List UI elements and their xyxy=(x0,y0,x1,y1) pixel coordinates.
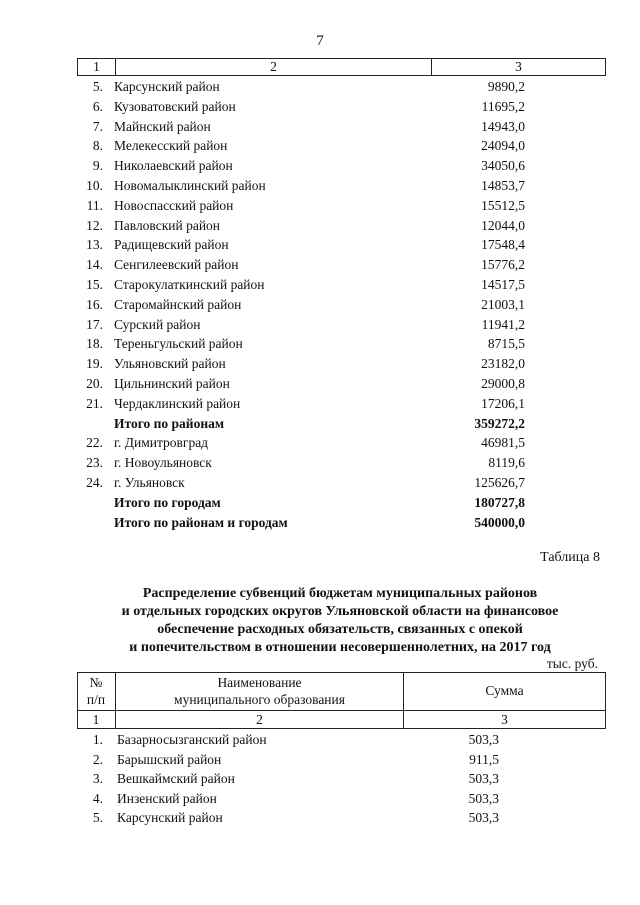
table8-title-line: Распределение субвенций бюджетам муниципальных районов xyxy=(142,586,538,601)
table1-header-col3: 3 xyxy=(515,59,522,74)
table1-header-col2: 2 xyxy=(116,59,432,75)
row-num: 14. xyxy=(86,257,103,273)
row-name: Павловский район xyxy=(114,217,221,233)
row-num: 12. xyxy=(86,217,103,233)
row-name: г. Ульяновск xyxy=(114,475,185,490)
header-sum-cell: Сумма xyxy=(485,683,524,698)
index-col2: 2 xyxy=(256,712,263,727)
row-name: Карсунский район xyxy=(117,810,223,826)
table-row xyxy=(0,334,640,354)
header-num-cell xyxy=(77,674,115,708)
row-num: 22. xyxy=(86,435,103,451)
row-name: Старомайнский район xyxy=(114,296,242,312)
page-number: 7 xyxy=(316,33,324,49)
table-row xyxy=(0,295,640,315)
row-sum: 17548,4 xyxy=(481,237,525,253)
table8-title-line: и отдельных городских округов Ульяновской области на финансовое xyxy=(121,604,559,619)
table-border xyxy=(77,728,606,729)
row-num: 24. xyxy=(86,475,103,490)
row-sum: 15776,2 xyxy=(481,257,525,273)
row-name: Чердаклинский район xyxy=(114,395,241,411)
table-row xyxy=(0,255,640,275)
row-sum: 9890,2 xyxy=(487,79,525,94)
row-num: 5. xyxy=(92,79,103,94)
row-sum: 503,3 xyxy=(468,732,499,747)
table-row xyxy=(0,473,640,493)
row-name: Ульяновский район xyxy=(114,356,226,372)
row-name: Новомалыклинский район xyxy=(114,178,266,193)
row-sum: 503,3 xyxy=(468,810,499,826)
row-name: Старокулаткинский район xyxy=(114,277,265,292)
row-name: Сурский район xyxy=(114,316,201,332)
row-name: Кузоватовский район xyxy=(114,98,236,114)
row-name: Итого по городам xyxy=(114,494,221,510)
table8-header xyxy=(77,672,606,729)
row-name: г. Димитровград xyxy=(114,435,209,451)
row-sum: 11695,2 xyxy=(481,98,525,114)
row-sum: 29000,8 xyxy=(481,376,525,391)
row-name: г. Новоульяновск xyxy=(114,455,212,471)
table1-header xyxy=(77,58,606,76)
table-row xyxy=(0,769,640,789)
row-sum: 14853,7 xyxy=(481,178,525,193)
table-row xyxy=(0,136,640,156)
table-row xyxy=(0,354,640,374)
header-name-line1: Наименование xyxy=(217,675,302,690)
row-num: 21. xyxy=(86,395,103,411)
row-sum: 8715,5 xyxy=(487,336,525,352)
row-name: Николаевский район xyxy=(114,158,233,174)
row-name: Базарносызганский район xyxy=(117,732,267,747)
table-border xyxy=(77,672,606,673)
table-row xyxy=(0,433,640,453)
table-row xyxy=(0,77,640,97)
table-row xyxy=(0,97,640,117)
table8-title xyxy=(60,585,620,657)
table-row xyxy=(0,750,640,770)
row-name: Вешкаймский район xyxy=(117,771,235,787)
row-num: 11. xyxy=(86,197,103,213)
table8-caption: Таблица 8 xyxy=(540,550,600,565)
row-sum: 34050,6 xyxy=(481,158,525,174)
row-num: 4. xyxy=(92,790,103,806)
table-row xyxy=(0,414,640,434)
row-num: 6. xyxy=(92,98,103,114)
row-num: 17. xyxy=(86,316,103,332)
row-sum: 503,3 xyxy=(468,771,499,787)
row-num: 5. xyxy=(92,810,103,826)
table-row xyxy=(0,275,640,295)
table-row xyxy=(0,196,640,216)
index-col1: 1 xyxy=(92,712,100,727)
row-num: 16. xyxy=(86,296,103,312)
row-num: 18. xyxy=(86,336,103,352)
row-sum: 8119,6 xyxy=(488,455,525,471)
header-num-line1: № xyxy=(89,675,103,690)
row-sum: 14517,5 xyxy=(481,277,525,292)
table-row xyxy=(0,176,640,196)
row-name: Радищевский район xyxy=(114,237,229,253)
row-num: 10. xyxy=(86,178,103,193)
row-sum: 23182,0 xyxy=(481,356,525,372)
row-name: Карсунский район xyxy=(114,79,220,94)
table-row xyxy=(0,216,640,236)
table-row xyxy=(0,394,640,414)
row-name: Инзенский район xyxy=(117,790,217,806)
row-sum: 540000,0 xyxy=(474,514,525,530)
row-name: Тереньгульский район xyxy=(114,336,243,352)
table-row xyxy=(0,315,640,335)
table-row xyxy=(0,235,640,255)
row-num: 9. xyxy=(92,158,103,174)
units-label: тыс. руб. xyxy=(546,656,598,671)
row-num: 1. xyxy=(92,732,103,747)
index-col3: 3 xyxy=(501,712,508,727)
header-name-cell xyxy=(116,674,403,708)
row-sum: 503,3 xyxy=(468,790,499,806)
row-num: 2. xyxy=(92,751,103,767)
row-sum: 14943,0 xyxy=(481,118,525,134)
row-sum: 46981,5 xyxy=(481,435,525,451)
row-sum: 12044,0 xyxy=(481,217,525,233)
table8-title-line: и попечительством в отношении несовершеннолетних, на 2017 год xyxy=(129,640,551,655)
row-name: Мелекесский район xyxy=(114,138,228,154)
table-row xyxy=(0,493,640,513)
row-name: Сенгилеевский район xyxy=(114,257,239,273)
table-row xyxy=(0,808,640,828)
row-sum: 11941,2 xyxy=(481,316,525,332)
table1-header-col1: 1 xyxy=(78,59,116,75)
row-sum: 180727,8 xyxy=(474,494,525,510)
table-row xyxy=(0,374,640,394)
row-sum: 17206,1 xyxy=(481,395,525,411)
row-sum: 21003,1 xyxy=(481,296,525,312)
table-row xyxy=(0,789,640,809)
table-row xyxy=(0,730,640,750)
header-num-line2: п/п xyxy=(86,692,106,707)
row-name: Итого по районам и городам xyxy=(114,514,288,530)
row-sum: 125626,7 xyxy=(474,475,525,490)
row-name: Барышский район xyxy=(117,751,222,767)
table-row xyxy=(0,156,640,176)
row-num: 19. xyxy=(86,356,103,372)
row-num: 20. xyxy=(86,376,103,391)
table-border xyxy=(605,672,606,729)
row-num: 7. xyxy=(92,118,103,134)
row-name: Новоспасский район xyxy=(114,197,234,213)
table8-title-line: обеспечение расходных обязательств, связанных с опекой xyxy=(157,622,523,637)
header-name-line2: муниципального образования xyxy=(174,692,345,707)
row-name: Майнский район xyxy=(114,118,211,134)
row-name: Итого по районам xyxy=(114,415,225,431)
row-num: 8. xyxy=(92,138,103,154)
table-row xyxy=(0,117,640,137)
row-num: 23. xyxy=(86,455,103,471)
row-sum: 359272,2 xyxy=(474,415,525,431)
row-name: Цильнинский район xyxy=(114,376,230,391)
row-sum: 15512,5 xyxy=(481,197,525,213)
table-row xyxy=(0,513,640,533)
row-num: 3. xyxy=(92,771,103,787)
row-sum: 24094,0 xyxy=(481,138,525,154)
row-sum: 911,5 xyxy=(469,751,499,767)
row-num: 13. xyxy=(86,237,103,253)
table-row xyxy=(0,453,640,473)
row-num: 15. xyxy=(86,277,103,292)
